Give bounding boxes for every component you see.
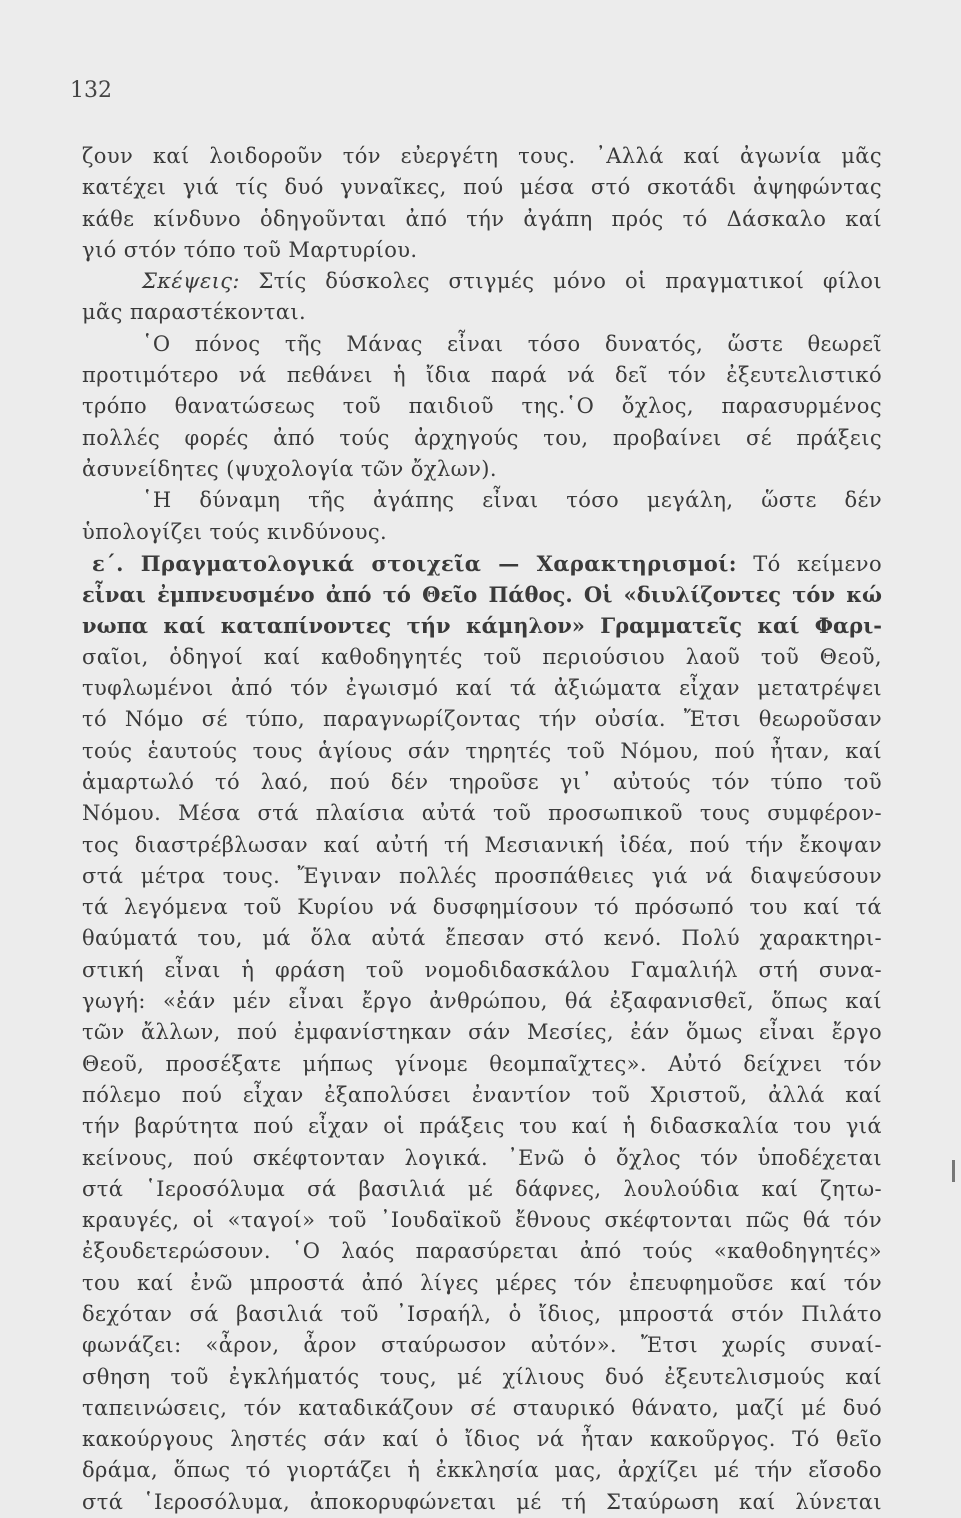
text-line: ἐξουδετερώσουν. ῾Ο λαός παρασύρεται ἀπό τούς «καθοδηγητές» (82, 1239, 882, 1264)
text-line: τούς ἑαυτούς τους ἁγίους σάν τηρητές τοῦ Νόμου, πού ἦταν, καί (82, 738, 882, 763)
text-line: κείνους, πού σκέφτονταν λογικά. ᾽Ενῶ ὁ ὄχλος τόν ὑποδέχεται (82, 1145, 882, 1170)
text-line: φωνάζει: «ἆρον, ἆρον σταύρωσον αὐτόν». Ἔτσι χωρίς συναί- (82, 1333, 882, 1358)
text-line: τος διαστρέβλωσαν καί αὐτή τή Μεσιανική ἰδέα, πού τήν ἔκοψαν (82, 832, 882, 857)
text-line: ῾Ο πόνος τῆς Μάνας εἶναι τόσο δυνατός, ὥστε θεωρεῖ (142, 331, 882, 356)
text-line: Θεοῦ, προσέξατε μήπως γίνομε θεομπαῖχτες». Αὐτό δείχνει τόν (82, 1051, 882, 1076)
text-line: σθηση τοῦ ἐγκλήματός τους, μέ χίλιους δυό ἐξευτελισμούς καί (82, 1364, 882, 1389)
text-line: ὑπολογίζει τούς κινδύνους. (82, 519, 388, 544)
text-line: Νόμου. Μέσα στά πλαίσια αὐτά τοῦ προσωπικοῦ τους συμφέρον- (82, 801, 882, 826)
thoughts-label: Σκέψεις: (142, 269, 240, 294)
text-line: δεχόταν σά βασιλιά τοῦ ᾽Ισραήλ, ὁ ἴδιος, μπροστά στόν Πιλάτο (82, 1301, 882, 1326)
text-line: πόλεμο πού εἶχαν ἐξαπολύσει ἐναντίον τοῦ Χριστοῦ, ἀλλά καί (82, 1082, 882, 1107)
text-line: μᾶς παραστέκονται. (82, 300, 307, 325)
section-heading-line: εἶναι ἐμπνευσμένο ἀπό τό Θεῖο Πάθος. Οἱ «διυλίζοντες τόν κώ (82, 582, 882, 608)
text-line: τό Νόμο σέ τύπο, παραγνωρίζοντας τήν οὐσία. Ἔτσι θεωροῦσαν (82, 707, 882, 732)
text-line: γιό στόν τόπο τοῦ Μαρτυρίου. (82, 237, 418, 262)
text-line: τῶν ἄλλων, πού ἐμφανίστηκαν σάν Μεσίες, ἐάν ὅμως εἶναι ἔργο (82, 1020, 882, 1045)
text-line: στά μέτρα τους. Ἔγιναν πολλές προσπάθειες γιά νά διαψεύσουν (82, 863, 882, 888)
section-heading-rest: Τό κείμενο (753, 551, 883, 576)
text-line: κακούργους ληστές σάν καί ὁ ἴδιος νά ἦταν κακοῦργος. Τό θεῖο (82, 1427, 882, 1452)
text-line: τήν βαρύτητα πού εἶχαν οἱ πράξεις του καί ἡ διδασκαλία του γιά (82, 1114, 882, 1139)
text-line: στική εἶναι ἡ φράση τοῦ νομοδιδασκάλου Γαμαλιήλ στή συνα- (82, 957, 882, 982)
text-line: κατέχει γιά τίς δυό γυναῖκες, πού μέσα στό σκοτάδι ἀψηφώντας (82, 175, 882, 200)
text-line: πολλές φορές ἀπό τούς ἀρχηγούς του, προβαίνει σέ πράξεις (82, 425, 882, 450)
text-line: τρόπο θανατώσεως τοῦ παιδιοῦ της.῾Ο ὄχλος, παρασυρμένος (82, 394, 882, 419)
text-line: θαύματά του, μά ὅλα αὐτά ἔπεσαν στό κενό. Πολύ χαρακτηρι- (82, 926, 882, 951)
scan-edge-mark (952, 1160, 955, 1182)
text-line: στά ῾Ιεροσόλυμα, ἀποκορυφώνεται μέ τή Σταύρωση καί λύνεται (82, 1489, 882, 1514)
text-line: κάθε κίνδυνο ὁδηγοῦνται ἀπό τήν ἀγάπη πρός τό Δάσκαλο καί (82, 206, 882, 231)
text-line: ταπεινώσεις, τόν καταδικάζουν σέ σταυρικό θάνατο, μαζί μέ δυό (82, 1395, 882, 1420)
section-heading-line (82, 548, 882, 579)
text-line: τά λεγόμενα τοῦ Κυρίου νά δυσφημίσουν τό πρόσωπό του καί τά (82, 895, 882, 920)
text-line: προτιμότερο νά πεθάνει ἡ ἴδια παρά νά δεῖ τόν ἐξευτελιστικό (82, 363, 882, 388)
text-line: δράμα, ὅπως τό γιορτάζει ἡ ἐκκλησία μας, ἀρχίζει μέ τήν εἴσοδο (82, 1458, 882, 1483)
text-line: σαῖοι, ὁδηγοί καί καθοδηγητές τοῦ περιούσιου λαοῦ τοῦ Θεοῦ, (82, 644, 882, 669)
thoughts-line (82, 266, 882, 297)
text-line: ἁμαρτωλό τό λαό, πού δέν τηροῦσε γι᾽ αὐτούς τόν τύπο τοῦ (82, 769, 882, 794)
text-line: ῾Η δύναμη τῆς ἀγάπης εἶναι τόσο μεγάλη, ὥστε δέν (142, 488, 882, 513)
text-line: του καί ἐνῶ μπροστά ἀπό λίγες μέρες τόν ἐπευφημοῦσε καί τόν (82, 1270, 882, 1295)
page-number: 132 (70, 78, 112, 103)
thoughts-text: Στίς δύσκολες στιγμές μόνο οἱ πραγματικοί φίλοι (258, 269, 882, 294)
section-heading: ε΄. Πραγματολογικά στοιχεῖα — Χαρακτηρισμοί: (92, 550, 737, 576)
section-heading-line: νωπα καί καταπίνοντες τήν κάμηλον» Γραμματεῖς καί Φαρι- (82, 613, 882, 639)
text-line: κραυγές, οἱ «ταγοί» τοῦ ᾽Ιουδαϊκοῦ ἔθνους σκέφτονται πῶς θά τόν (82, 1208, 882, 1233)
body-text (82, 141, 882, 1518)
text-line: ζουν καί λοιδοροῦν τόν εὐεργέτη τους. ᾽Αλλά καί ἀγωνία μᾶς (82, 144, 882, 168)
text-line: γωγή: «ἐάν μέν εἶναι ἔργο ἀνθρώπου, θά ἐξαφανισθεῖ, ὅπως καί (82, 989, 882, 1014)
text-line: τυφλωμένοι ἀπό τόν ἐγωισμό καί τά ἀξιώματα εἶχαν μετατρέψει (82, 676, 882, 701)
text-line: ἀσυνείδητες (ψυχολογία τῶν ὄχλων). (82, 456, 497, 481)
text-line: στά ῾Ιεροσόλυμα σά βασιλιά μέ δάφνες, λουλούδια καί ζητω- (82, 1176, 882, 1201)
